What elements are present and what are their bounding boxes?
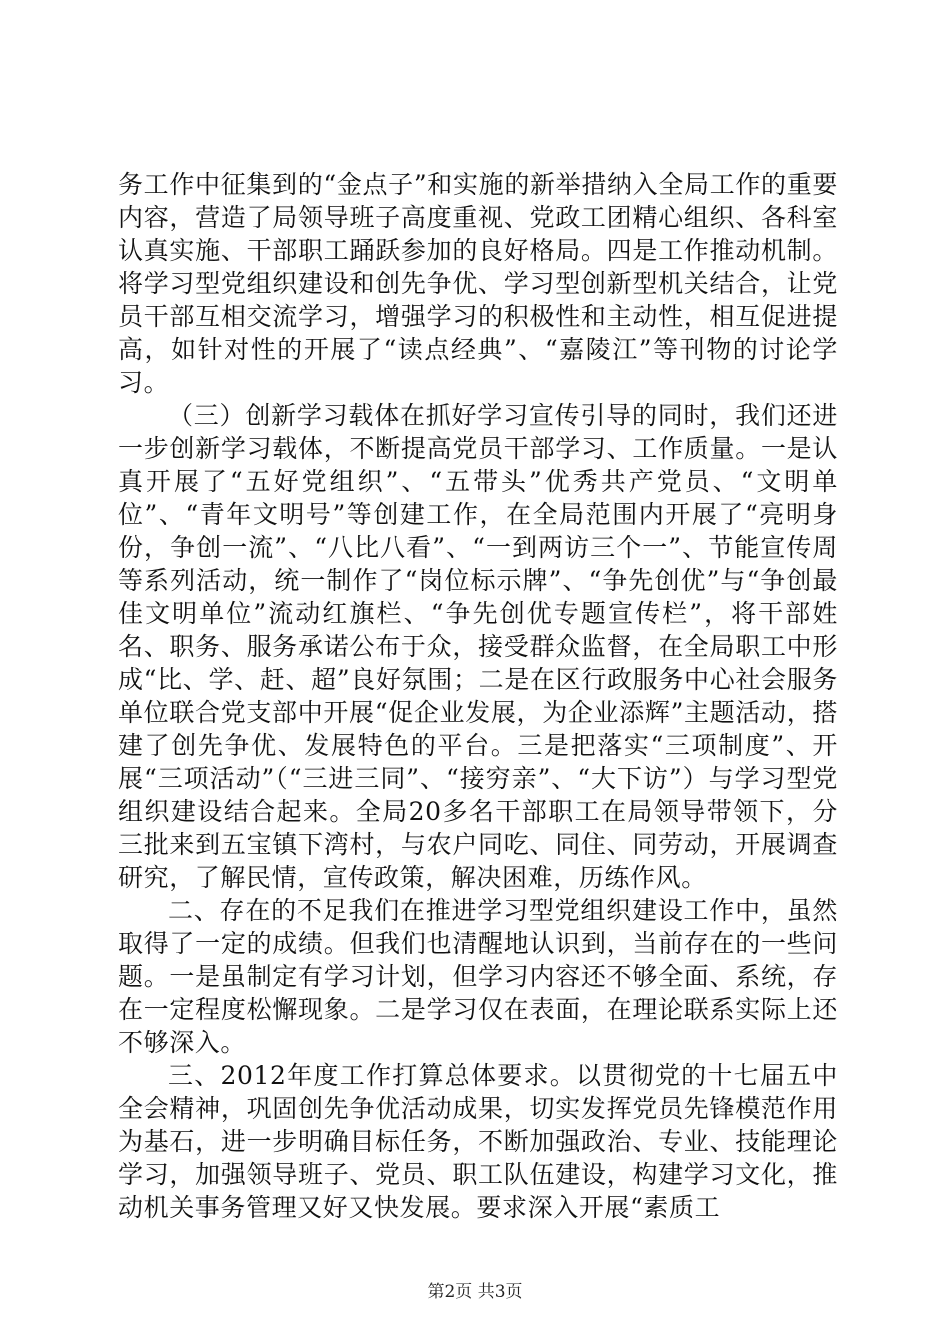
document-body (118, 168, 838, 1224)
page-number-footer: 第2页 共3页 (427, 1282, 523, 1302)
paragraph-shortcomings: 二、存在的不足我们在推进学习型党组织建设工作中，虽然取得了一定的成绩。但我们也清醒地认识到，当前存在的一些问题。一是虽制定有学习计划，但学习内容还不够全面、系统，存在一定程度松懈现象。二是学习仅在表面，在理论联系实际上还不够深入。 (118, 896, 838, 1057)
paragraph-innovate-learning-carrier: （三）创新学习载体在抓好学习宣传引导的同时，我们还进一步创新学习载体，不断提高党员干部学习、工作质量。一是认真开展了“五好党组织”、“五带头”优秀共产党员、“文明单位”、“青年文明号”等创建工作，在全局范围内开展了“亮明身份，争创一流”、“八比八看”、“一到两访三个一”、节能宣传周等系列活动，统一制作了“岗位标示牌”、“争先创优”与“争创最佳文明单位”流动红旗栏、“争先创优专题宣传栏”，将干部姓名、职务、服务承诺公布于众，接受群众监督，在全局职工中形成“比、学、赶、超”良好氛围；二是在区行政服务中心社会服务单位联合党支部中开展“促企业发展，为企业添辉”主题活动，搭建了创先争优、发展特色的平台。三是把落实“三项制度”、开展“三项活动”（“三进三同”、“接穷亲”、“大下访”）与学习型党组织建设结合起来。全局20多名干部职工在局领导带领下，分三批来到五宝镇下湾村，与农户同吃、同住、同劳动，开展调查研究，了解民情，宣传政策，解决困难，历练作风。 (118, 401, 838, 892)
paragraph-2012-plan: 三、2012年度工作打算总体要求。以贯彻党的十七届五中全会精神，巩固创先争优活动成果，切实发挥党员先锋模范作用为基石，进一步明确目标任务，不断加强政治、专业、技能理论学习，加强领导班子、党员、职工队伍建设，构建学习文化，推动机关事务管理又好又快发展。要求深入开展“素质工 (118, 1061, 838, 1222)
paragraph-continuation: 务工作中征集到的“金点子”和实施的新举措纳入全局工作的重要内容，营造了局领导班子高度重视、党政工团精心组织、各科室认真实施、干部职工踊跃参加的良好格局。四是工作推动机制。将学习型党组织建设和创先争优、学习型创新型机关结合，让党员干部互相交流学习，增强学习的积极性和主动性，相互促进提高，如针对性的开展了“读点经典”、“嘉陵江”等刊物的讨论学习。 (118, 170, 838, 397)
